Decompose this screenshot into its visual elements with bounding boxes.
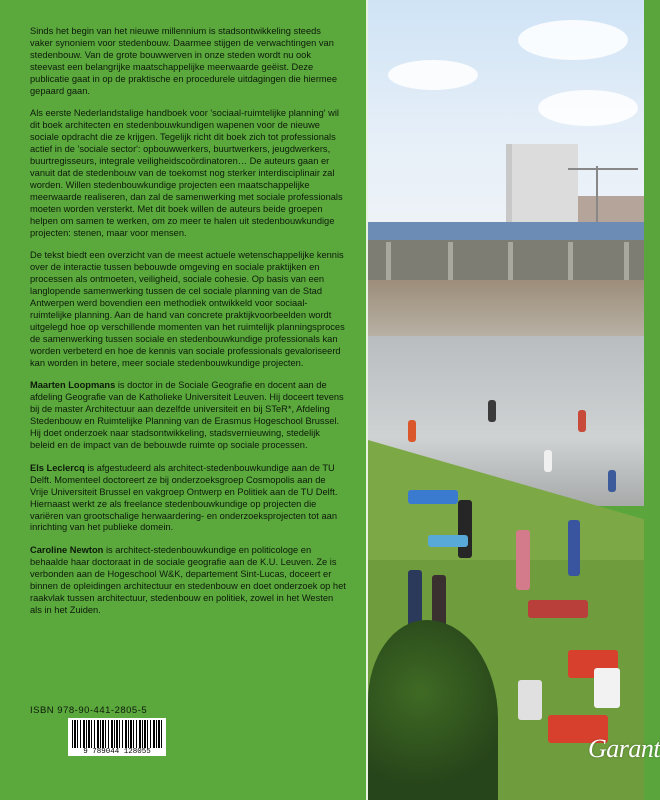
cover-photo — [368, 0, 660, 800]
photo-person — [408, 420, 416, 442]
photo-hall-roof — [368, 222, 644, 242]
photo-person — [458, 500, 472, 558]
photo-person — [488, 400, 496, 422]
paragraph-intro: Sinds het begin van het nieuwe millennium is stadsontwikkeling steeds vaker synoniem voor stedenbouw. Daarmee stijgen de verwachtingen van stedenbouw. Van de grote bouwwerven in onze steden wordt nu ook steevast een belangrijke maatschappelijke meerwaarde geëist. Deze publicatie gaat in op de praktische en procedurele uitdagingen die hiermee gepaard gaan. — [30, 26, 338, 96]
barcode-bars — [72, 720, 162, 748]
author-bio-text: is architect-stedenbouwkundige en politicologe en behaalde haar doctoraat in de sociale geografie aan de K.U. Leuven. Ze is verbonden aan de Hogeschool W&K, departement Sint-Lucas, doceert er binnen de opleidingen architectuur en stedenbouw en doet onderzoek op het raakvlak tussen architectuur, stedenbouw en politiek, zowel in het Westen als in het Zuiden. — [30, 545, 346, 615]
photo-cloud — [538, 90, 638, 126]
photo-person — [608, 470, 616, 492]
barcode-number: 9 789044 128055 — [83, 748, 151, 756]
photo-tower — [506, 144, 578, 222]
author-bio-text: is doctor in de Sociale Geografie en docent aan de afdeling Geografie van de Katholieke Universiteit Leuven. Hij doceert tevens bij de master Architectuur aan dezelfde universiteit en bij STeR*, Afdeling Stedenbouw en Ruimtelijke Planning van de Erasmus Hogeschool Brussel. Hij doet onderzoek naar stadsontwikkeling, stadsvernieuwing, stedelijk beleid en de impact van de bebouwde ruimte op sociale processen. — [30, 380, 344, 450]
photo-pillar — [624, 242, 629, 280]
author-bio-1 — [30, 380, 346, 451]
barcode — [68, 718, 166, 756]
photo-blanket — [528, 600, 588, 618]
photo-pillar — [386, 242, 391, 280]
publisher-logo: Garant — [588, 734, 660, 763]
photo-hall — [368, 240, 644, 282]
photo-person — [544, 450, 552, 472]
photo-pillar — [568, 242, 573, 280]
author-bio-2 — [30, 463, 346, 534]
photo-crowd — [368, 280, 644, 340]
photo-blanket — [428, 535, 468, 547]
photo-person — [516, 530, 530, 590]
photo-cloud — [388, 60, 478, 90]
photo-blanket — [408, 490, 458, 504]
author-bio-text: is afgestudeerd als architect-stedenbouwkundige aan de TU Delft. Momenteel doctoreert ze bij onderzoeksgroep Cosmopolis aan de Vrije Universiteit Brussel en vakgroep Ontwerp en Politiek aan de TU Delft. Hiernaast werkt ze als freelance stedenbouwkundige op projecten die variëren van grootschalige herwaardering- en onderzoeksprojecten tot aan inrichting van het publieke domein. — [30, 462, 338, 533]
author-name: Els Leclercq — [30, 462, 85, 473]
photo-person — [518, 680, 542, 720]
blurb-text — [30, 26, 346, 628]
photo-cloud — [518, 20, 628, 60]
photo-person — [568, 520, 580, 576]
photo-person — [578, 410, 586, 432]
photo-crane — [596, 166, 598, 222]
author-name: Maarten Loopmans — [30, 380, 116, 391]
author-bio-3 — [30, 545, 346, 616]
isbn-label: ISBN 978-90-441-2805-5 — [30, 705, 148, 716]
photo-pillar — [508, 242, 513, 280]
author-name: Caroline Newton — [30, 545, 104, 556]
photo-crane-arm — [568, 168, 638, 170]
paragraph-overview: De tekst biedt een overzicht van de meest actuele wetenschappelijke kennis over de interactie tussen bebouwde omgeving en sociale praktijken en processen als ontmoeten, veiligheid, sociale cohesie. Op basis van een langlopende samenwerking tussen de cel sociale planning van de Stad Antwerpen werd bovendien een methodiek ontwikkeld voor sociaal-ruimtelijke planning. Aan de hand van concrete praktijkvoorbeelden wordt uitgelegd hoe op verschillende momenten van het ruimtelijk planningsproces de samenwerking tussen sociale en stedenbouwkundige professionals kan worden verbeterd en hoe de kennis van sociale professionals gevaloriseerd kan worden in betere, meer sociale stedenbouwkundige projecten. — [30, 250, 345, 368]
photo-pillar — [448, 242, 453, 280]
paragraph-handbook: Als eerste Nederlandstalige handboek voor 'sociaal-ruimtelijke planning' wil dit boek architecten en stedenbouwkundigen wapenen voor de nieuwe sociale opdracht die ze krijgen. Tegelijk richt dit boek zich tot professionals actief in de 'sociale sector': opbouwwerkers, buurtwerkers, jeugdwerkers, buurtregisseurs, integrale veiligheidscoördinatoren… De auteurs gaan er vanuit dat de stedenbouw van de toekomst nog sterker interdisciplinair zal worden. Willen stedenbouwkundige projecten een maatschappelijke meerwaarde realiseren, dan zal de samenwerking met sociale professionals moeten worden versterkt. Met dit boek willen de auteurs beide groepen helpen om samen te werken, om zo meer te halen uit stedenbouwkundige projecten: stenen, maar voor mensen. — [30, 108, 343, 238]
photo-person — [594, 668, 620, 708]
